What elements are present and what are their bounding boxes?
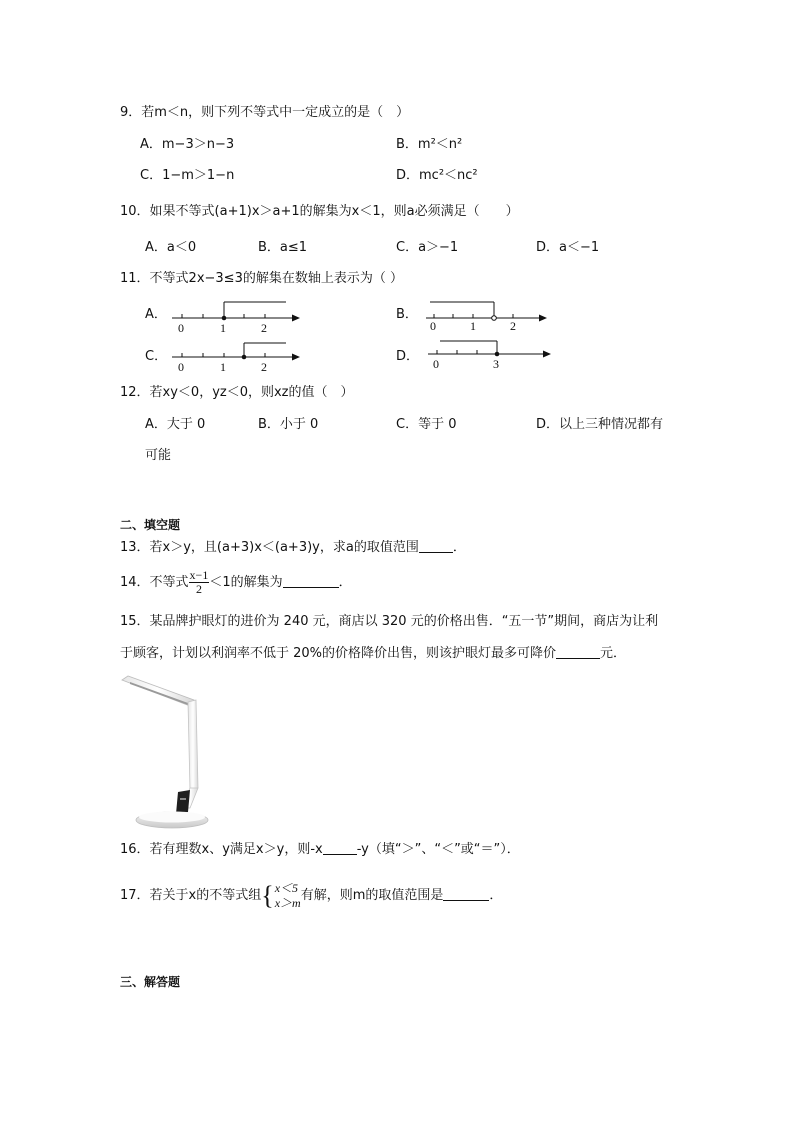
q10-option-a: A．a＜0 — [145, 240, 197, 255]
q13-line: 13．若x＞y，且(a+3)x＜(a+3)y，求a的取值范围 ． — [120, 540, 466, 555]
q14-fraction — [189, 569, 210, 596]
tick-2: 2 — [261, 360, 267, 374]
q16-text-post: -y（填“＞”、“＜”或“＝”）． — [356, 842, 520, 857]
q15-line-2 — [120, 646, 626, 662]
q17-system — [275, 881, 301, 911]
q9-option-c: C．1−m＞1−n — [140, 168, 235, 183]
section-heading-fill-in: 二、填空题 — [120, 518, 181, 532]
q14-numerator: x−1 — [189, 568, 209, 582]
tick-0: 0 — [430, 319, 436, 333]
q11-number-line-a — [168, 296, 308, 336]
q9-option-d: D．mc²＜nc² — [396, 168, 478, 183]
q17-text-pre: 17．若关于x的不等式组 — [120, 888, 262, 903]
q17-brace: { — [261, 880, 274, 910]
q11-number-line-d — [424, 338, 556, 376]
q14-text-post: ＜1的解集为 — [209, 575, 283, 590]
q14-text-pre: 14．不等式 — [120, 575, 189, 590]
q16-line — [120, 842, 520, 858]
q12-option-b: B．小于 0 — [258, 417, 319, 432]
q10-stem: 10．如果不等式(a+1)x＞a+1的解集为x＜1，则a必须满足（ ） — [120, 204, 519, 219]
q12-option-d: D．以上三种情况都有 — [536, 417, 664, 432]
q11-option-d-label: D． — [396, 349, 420, 364]
q17-line: 17．若关于x的不等式组{ x＜5 x＞m 有解，则m的取值范围是 ． — [120, 880, 503, 910]
q11-option-b-label: B． — [396, 307, 418, 322]
tick-1: 1 — [470, 319, 476, 333]
tick-3: 3 — [493, 357, 499, 371]
q9-option-a: A．m−3＞n−3 — [140, 137, 235, 152]
tick-0: 0 — [178, 321, 184, 335]
q13-answer-blank[interactable] — [419, 540, 453, 553]
q17-system-line-2: x＞m — [274, 895, 301, 910]
tick-2: 2 — [261, 321, 267, 335]
section-heading-solutions: 三、解答题 — [120, 975, 181, 989]
q9-option-b: B．m²＜n² — [396, 137, 463, 152]
q12-stem: 12．若xy＜0，yz＜0，则xz的值（ ） — [120, 385, 354, 400]
q12-option-d-continued: 可能 — [145, 448, 172, 463]
desk-lamp-image — [118, 670, 210, 832]
tick-1: 1 — [220, 360, 226, 374]
q14-line: 14．不等式 $\frac{x-1}{2}$ ＜1的解集为 ． — [120, 568, 352, 596]
q15-answer-blank[interactable] — [556, 646, 600, 659]
q12-option-c: C．等于 0 — [396, 417, 457, 432]
q14-denominator: 2 — [195, 582, 202, 596]
tick-0: 0 — [433, 357, 439, 371]
q17-system-line-1: x＜5 — [274, 880, 299, 895]
q16-answer-blank[interactable] — [323, 842, 357, 855]
q15-unit: 元． — [600, 646, 627, 661]
tick-1: 1 — [220, 321, 226, 335]
q10-option-c: C．a＞−1 — [396, 240, 459, 255]
q12-option-a: A．大于 0 — [145, 417, 206, 432]
q14-answer-blank[interactable] — [283, 575, 339, 588]
q11-number-line-b — [422, 298, 552, 336]
q10-option-d: D．a＜−1 — [536, 240, 600, 255]
q11-option-a-label: A． — [145, 307, 167, 322]
q13-text: 13．若x＞y，且(a+3)x＜(a+3)y，求a的取值范围 — [120, 540, 419, 555]
q10-option-b: B．a≤1 — [258, 240, 308, 255]
q15-line-1: 15．某品牌护眼灯的进价为 240 元，商店以 320 元的价格出售．“五一节”期间，商店为让利 — [120, 614, 659, 629]
q17-answer-blank[interactable] — [443, 888, 489, 901]
q11-number-line-c — [168, 339, 308, 377]
q17-text-post: 有解，则m的取值范围是 — [300, 888, 444, 903]
q11-stem: 11．不等式2x−3≤3的解集在数轴上表示为（ ） — [120, 271, 403, 286]
tick-2: 2 — [510, 319, 516, 333]
q16-text-pre: 16．若有理数x、y满足x＞y，则-x — [120, 842, 323, 857]
tick-0: 0 — [178, 360, 184, 374]
q9-stem: 9．若m＜n，则下列不等式中一定成立的是（ ） — [120, 105, 410, 120]
q15-text: 于顾客，计划以利润率不低于 20%的价格降价出售，则该护眼灯最多可降价 — [120, 646, 557, 661]
q11-option-c-label: C． — [145, 349, 168, 364]
